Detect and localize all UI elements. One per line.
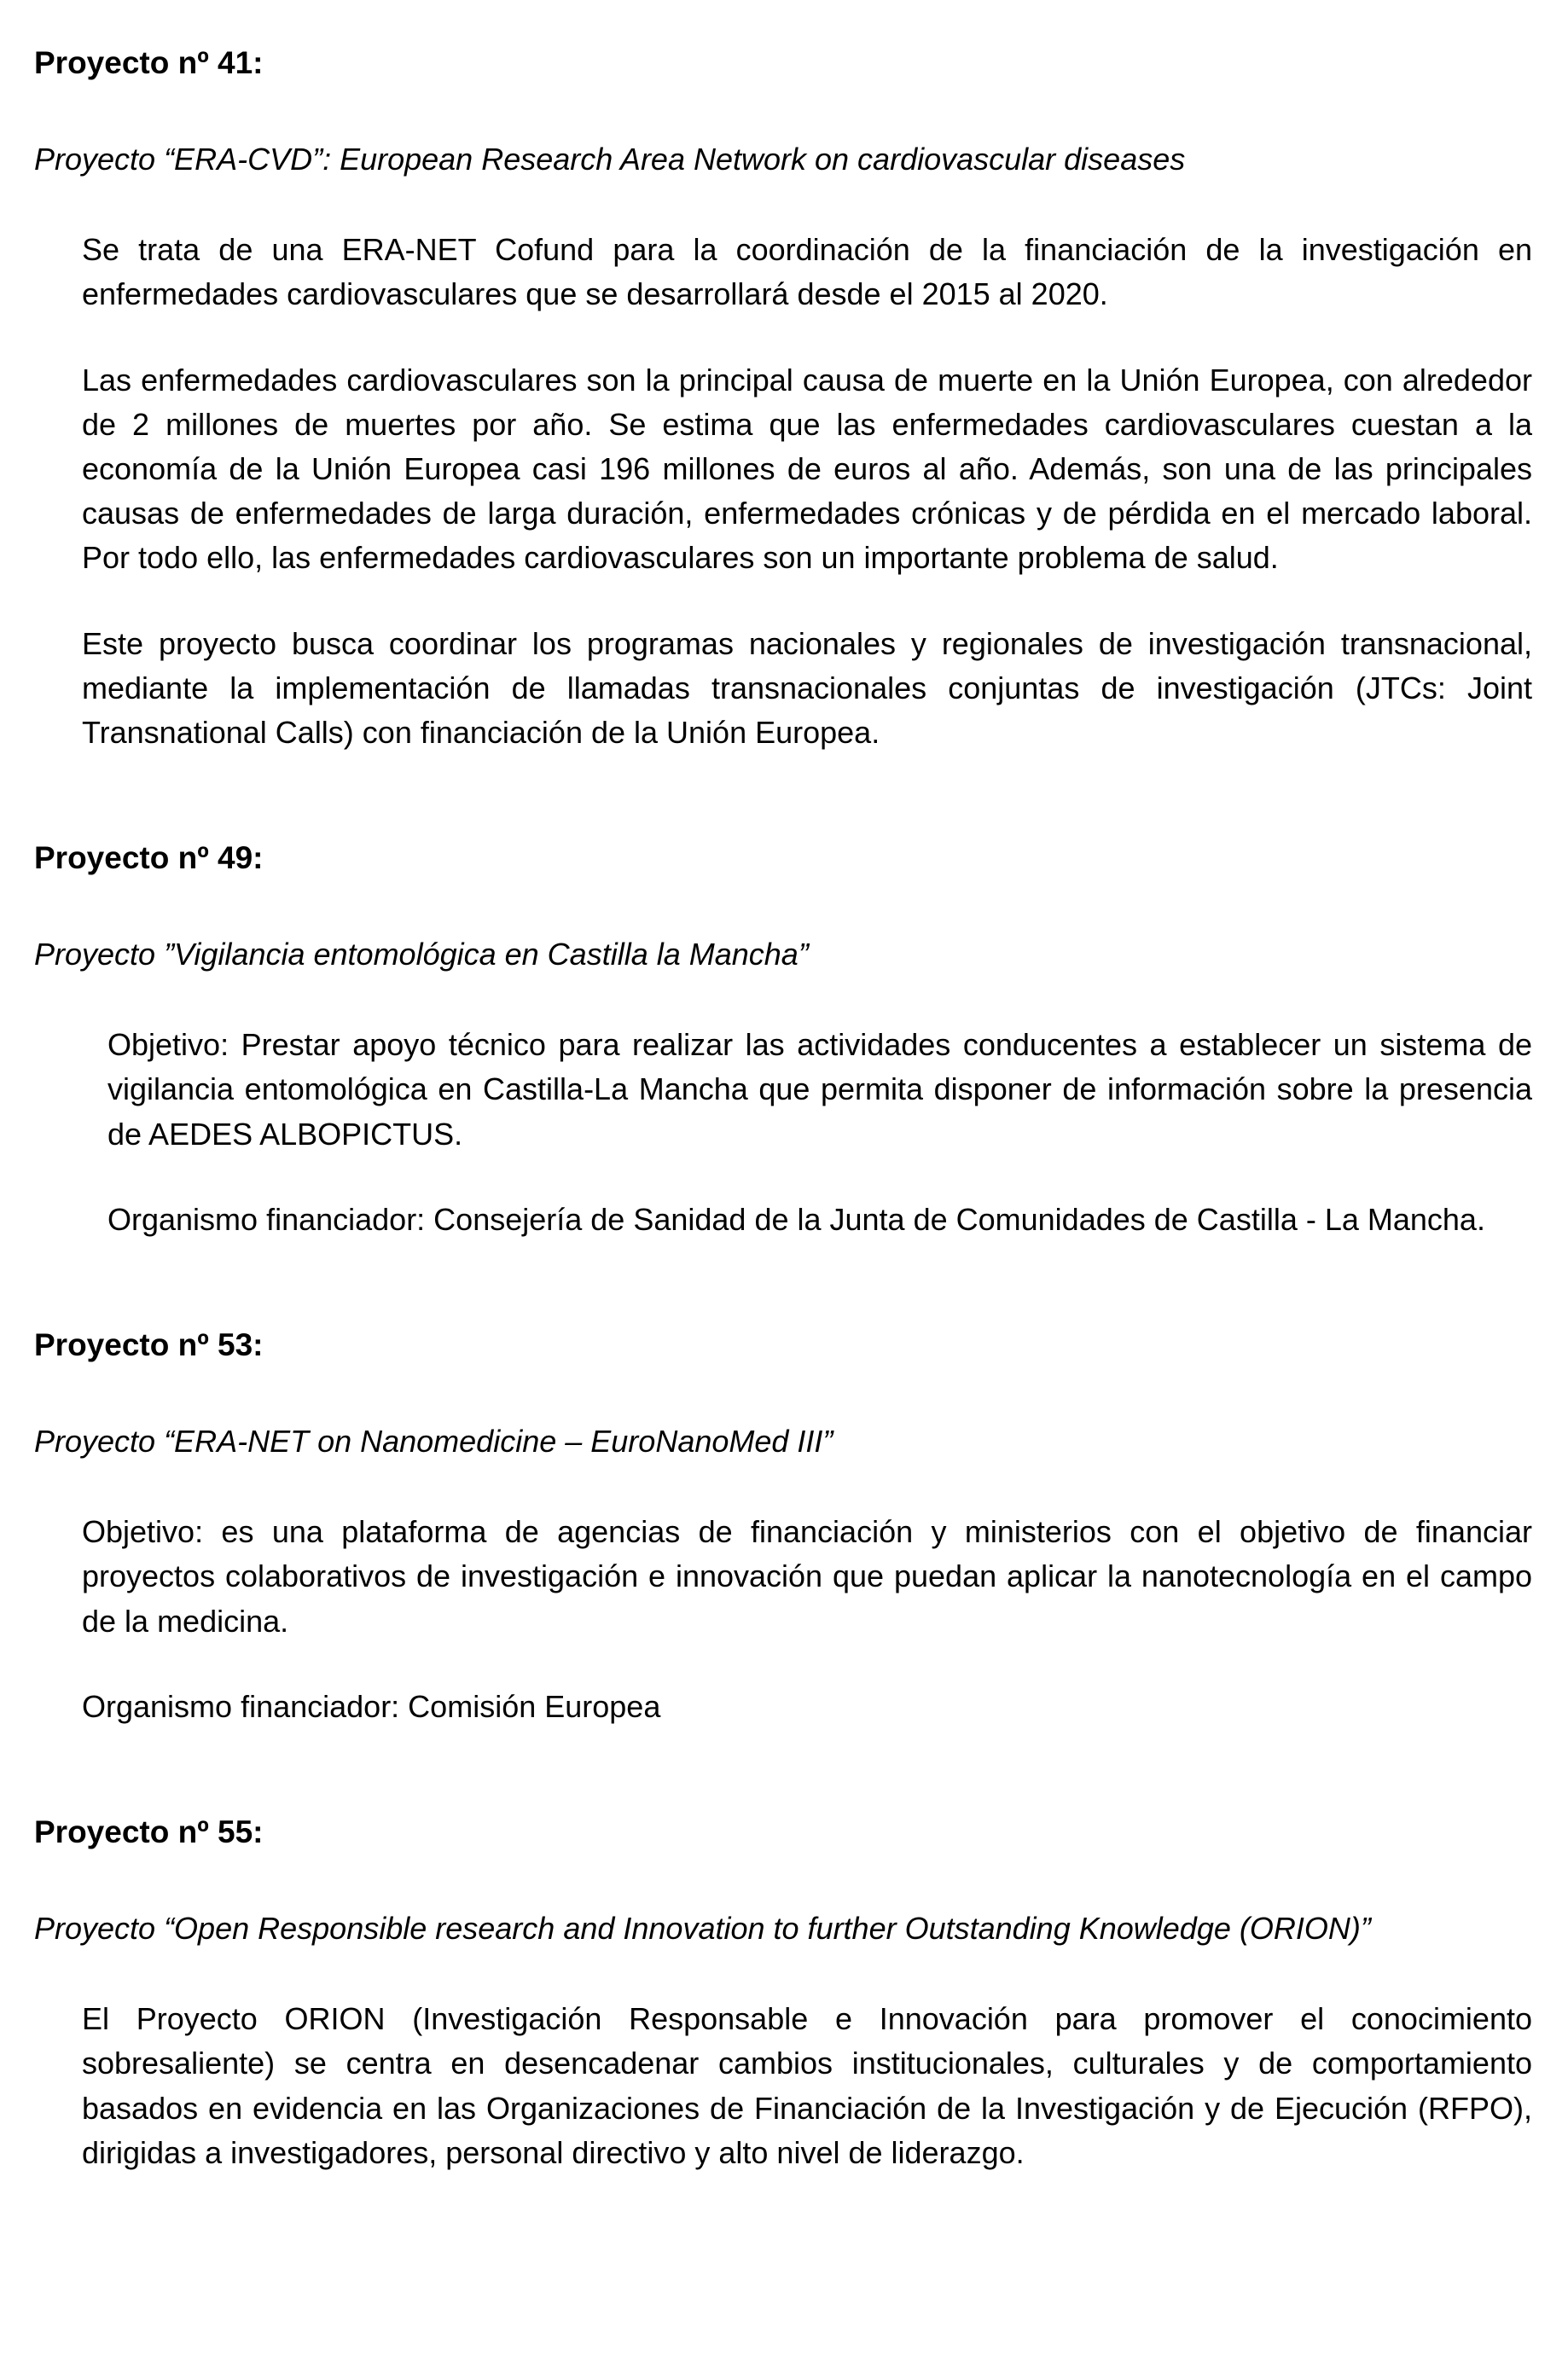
section-subtitle-55: Proyecto “Open Responsible research and Innovation to further Outstanding Knowledge (ORION)” [34,1910,1371,1946]
section-subtitle-49: Proyecto ”Vigilancia entomológica en Castilla la Mancha” [34,936,809,972]
paragraph-41-objective: Este proyecto busca coordinar los programas nacionales y regionales de investigación transnacional, mediante la implementación de llamadas transnacionales conjuntas de investigación (JTCs: Joint Transnational Calls) con financiación de la Unión Europea. [82,625,1532,750]
section-heading-53: Proyecto nº 53: [34,1327,264,1362]
section-heading-41: Proyecto nº 41: [34,45,264,80]
paragraph-49-funder: Organismo financiador: Consejería de Sanidad de la Junta de Comunidades de Castilla - La Mancha. [107,1201,1485,1237]
project-section-49 [34,836,1532,1242]
section-heading-49: Proyecto nº 49: [34,840,264,876]
section-subtitle-41: Proyecto “ERA-CVD”: European Research Area Network on cardiovascular diseases [34,141,1186,177]
paragraph-49-objective: Objetivo: Prestar apoyo técnico para realizar las actividades conducentes a establecer un sistema de vigilancia entomológica en Castilla-La Mancha que permita disponer de información sobre la presencia de AEDES ALBOPICTUS. [107,1027,1532,1152]
project-section-55 [34,1810,1532,2175]
project-section-41 [34,41,1532,755]
paragraph-41-intro: Se trata de una ERA-NET Cofund para la coordinación de la financiación de la investigación en enfermedades cardiovasculares que se desarrollará desde el 2015 al 2020. [82,232,1532,312]
project-section-53 [34,1323,1532,1729]
paragraph-55-description: El Proyecto ORION (Investigación Responsable e Innovación para promover el conocimiento sobresaliente) se centra en desencadenar cambios institucionales, culturales y de comportamiento basados en evidencia en las Organizaciones de Financiación de la Investigación y de Ejecución (RFPO), dirigidas a investigadores, personal directivo y alto nivel de liderazgo. [82,2001,1532,2170]
paragraph-53-funder: Organismo financiador: Comisión Europea [82,1688,661,1724]
section-subtitle-53: Proyecto “ERA-NET on Nanomedicine – EuroNanoMed III” [34,1423,833,1459]
paragraph-53-objective: Objetivo: es una plataforma de agencias de financiación y ministerios con el objetivo de financiar proyectos colaborativos de investigación e innovación que puedan aplicar la nanotecnología en el campo de la medicina. [82,1514,1532,1639]
section-heading-55: Proyecto nº 55: [34,1814,264,1849]
paragraph-41-context: Las enfermedades cardiovasculares son la principal causa de muerte en la Unión Europea, con alrededor de 2 millones de muertes por año. Se estima que las enfermedades cardiovasculares cuestan a la economía de la Unión Europea casi 196 millones de euros al año. Además, son una de las principales causas de enfermedades de larga duración, enfermedades crónicas y de pérdida en el mercado laboral. Por todo ello, las enfermedades cardiovasculares son un importante problema de salud. [82,362,1532,576]
